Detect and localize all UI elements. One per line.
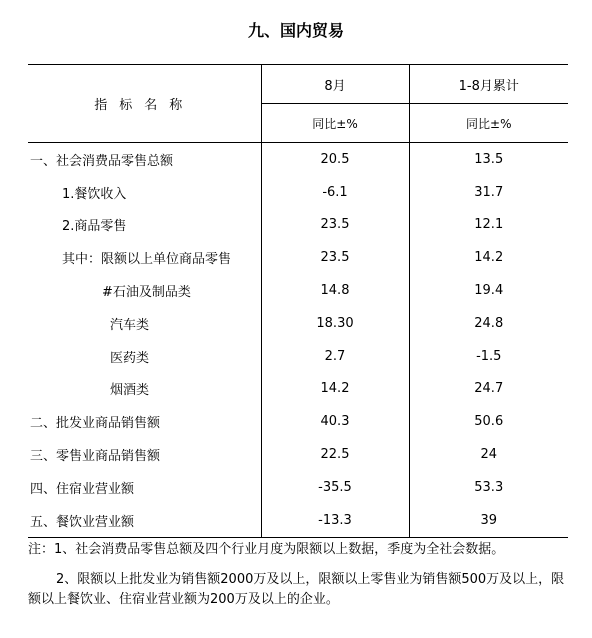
footnotes	[28, 540, 566, 610]
table-row	[28, 405, 568, 438]
row-label: 三、零售业商品销售额	[30, 449, 161, 465]
table-row	[28, 176, 568, 209]
row-label: 四、住宿业营业额	[30, 481, 135, 497]
footnote-2: 2、限额以上批发业为销售额2000万及以上，限额以上零售业为销售额500万及以上，限额以上餐饮业、住宿业营业额为200万及以上的企业。	[28, 572, 565, 607]
table-row	[28, 241, 568, 274]
row-label: 2.商品零售	[62, 219, 127, 235]
cumulative-value: 24.7	[409, 373, 568, 406]
table-row	[28, 307, 568, 340]
table-row	[28, 274, 568, 307]
header-indicator-name: 指标名称	[28, 65, 261, 143]
cumulative-value: 19.4	[409, 274, 568, 307]
cumulative-value: 24.8	[409, 307, 568, 340]
month-value: 22.5	[261, 438, 409, 471]
page-title: 九、国内贸易	[247, 21, 344, 40]
month-value: -13.3	[261, 504, 409, 537]
header-month: 8月	[261, 65, 409, 104]
row-label: 其中：限额以上单位商品零售	[62, 252, 232, 268]
header-cumulative: 1-8月累计	[409, 65, 568, 104]
month-value: 14.2	[261, 373, 409, 406]
cumulative-value: 50.6	[409, 405, 568, 438]
table-row	[28, 504, 568, 537]
cumulative-value: 12.1	[409, 209, 568, 242]
row-label: 烟酒类	[110, 383, 150, 399]
header-row	[28, 65, 568, 104]
row-label: 二、批发业商品销售额	[30, 416, 161, 432]
cumulative-value: 13.5	[409, 143, 568, 176]
month-value: 23.5	[261, 241, 409, 274]
cumulative-value: -1.5	[409, 340, 568, 373]
subheader-cumulative-yoy: 同比±%	[409, 104, 568, 143]
footnote-1: 注：1、社会消费品零售总额及四个行业月度为限额以上数据，季度为全社会数据。	[28, 542, 505, 557]
domestic-trade-table	[28, 64, 568, 538]
cumulative-value: 31.7	[409, 176, 568, 209]
month-value: 20.5	[261, 143, 409, 176]
table-row	[28, 471, 568, 504]
table-row	[28, 340, 568, 373]
month-value: 40.3	[261, 405, 409, 438]
row-label: 汽车类	[110, 317, 150, 333]
row-label: 一、社会消费品零售总额	[30, 153, 174, 169]
month-value: 23.5	[261, 209, 409, 242]
cumulative-value: 14.2	[409, 241, 568, 274]
row-label: 五、餐饮业营业额	[28, 504, 261, 537]
table-row	[28, 209, 568, 242]
subheader-month-yoy: 同比±%	[261, 104, 409, 143]
table-row	[28, 438, 568, 471]
row-label: 1.餐饮收入	[62, 186, 127, 202]
table-row	[28, 373, 568, 406]
month-value: 2.7	[261, 340, 409, 373]
row-label: 医药类	[110, 350, 150, 366]
cumulative-value: 53.3	[409, 471, 568, 504]
month-value: -6.1	[261, 176, 409, 209]
row-label: #石油及制品类	[102, 285, 191, 301]
month-value: 14.8	[261, 274, 409, 307]
cumulative-value: 24	[409, 438, 568, 471]
table-row	[28, 143, 568, 176]
month-value: -35.5	[261, 471, 409, 504]
cumulative-value: 39	[409, 504, 568, 537]
month-value: 18.30	[261, 307, 409, 340]
